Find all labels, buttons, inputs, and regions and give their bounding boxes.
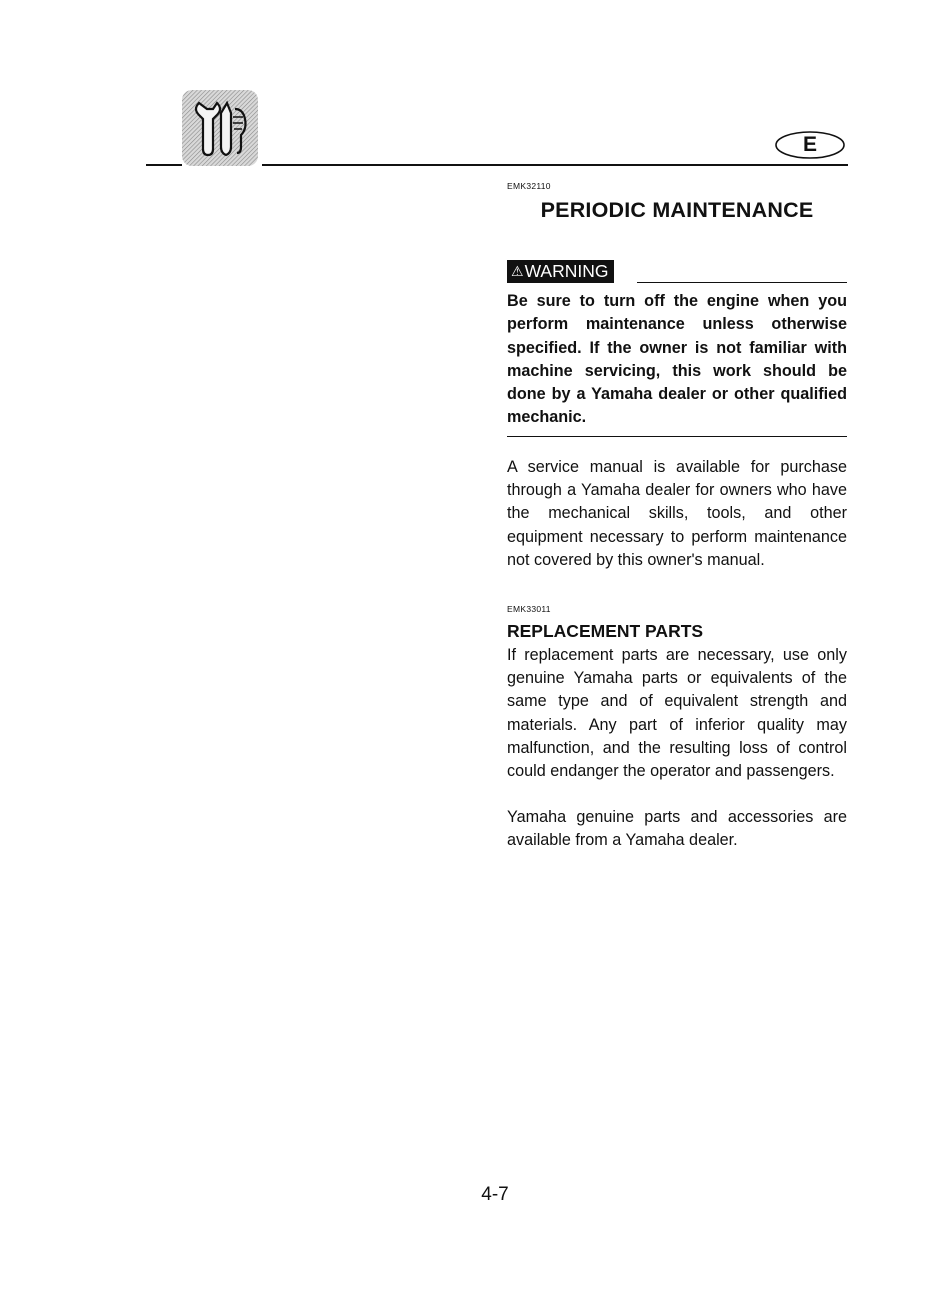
warning-label-text: WARNING [524, 261, 609, 281]
warning-label [507, 260, 614, 283]
language-badge [774, 130, 846, 160]
section-code: EMK32110 [507, 181, 551, 191]
warning-rule-bottom [507, 436, 847, 437]
warning-triangle-icon: ⚠ [511, 263, 524, 279]
maintenance-tools-icon [181, 89, 259, 167]
replacement-parts-paragraph-1: If replacement parts are necessary, use only genuine Yamaha parts or equivalents of the same type and of equivalent strength and materials. Any part of inferior quality may malfunction, and the resulting loss of control could endanger the operator and passengers. [507, 646, 847, 781]
replacement-parts-code: EMK33011 [507, 604, 551, 614]
replacement-parts-paragraph-2: Yamaha genuine parts and accessories are available from a Yamaha dealer. [507, 808, 847, 850]
page-title: PERIODIC MAINTENANCE [540, 198, 814, 222]
warning-rule-top [637, 282, 847, 283]
page-number: 4-7 [481, 1184, 509, 1205]
warning-text: Be sure to turn off the engine when you perform maintenance unless otherwise specified. If the owner is not familiar with machine servicing, this work should be done by a Yamaha dealer or other qualified mechanic. [507, 292, 847, 427]
header-rule-right [262, 164, 848, 166]
replacement-parts-title: REPLACEMENT PARTS [507, 621, 704, 641]
header-rule-left [146, 164, 182, 166]
language-badge-label: E [802, 133, 817, 156]
intro-paragraph: A service manual is available for purchase through a Yamaha dealer for owners who have the mechanical skills, tools, and other equipment necessary to perform maintenance not covered by this owner's manual. [507, 458, 847, 569]
